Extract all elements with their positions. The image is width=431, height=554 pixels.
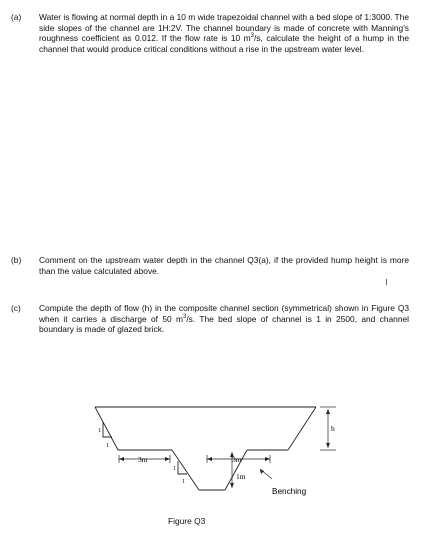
arrowhead xyxy=(207,457,212,461)
question-b-label: (b) xyxy=(11,255,22,265)
question-a-text-after: /s, calculate the height of a hump in the channel that would produce critical conditions without a rise in the upstream water level. xyxy=(39,33,409,54)
right-outer-slope xyxy=(288,407,316,450)
text-cursor xyxy=(386,279,387,285)
h-label: h xyxy=(331,424,335,433)
question-c-label: (c) xyxy=(11,303,21,313)
arrowhead xyxy=(326,443,330,448)
arrowhead xyxy=(265,457,270,461)
figure-q3-diagram xyxy=(0,395,431,515)
center-width-label: 3m xyxy=(232,455,242,464)
left-slope-horizontal-label: 1 xyxy=(106,443,109,449)
depth-label: 1m xyxy=(236,472,246,481)
center-slope-vertical-label: 1 xyxy=(173,466,176,472)
left-width-label: 3m xyxy=(138,455,148,464)
arrowhead xyxy=(165,457,170,461)
arrowhead xyxy=(230,483,234,488)
question-c-superscript: 3 xyxy=(182,313,187,320)
question-b-text: Comment on the upstream water depth in the channel Q3(a), if the provided hump height is more than the value calculated above. xyxy=(39,255,409,276)
arrowhead xyxy=(260,469,264,474)
benching-label: Benching xyxy=(272,487,307,496)
arrowhead xyxy=(119,457,124,461)
arrowhead xyxy=(326,409,330,414)
center-slope-horizontal-label: 1 xyxy=(182,479,185,485)
figure-caption: Figure Q3 xyxy=(168,516,206,526)
question-a-text-before: Water is flowing at normal depth in a 10 m wide trapezoidal channel with a bed slope of 1:3000. The side slopes of the channel are 1H:2V. The channel boundary is made of concrete with Manning's roughness coefficient as 0.012. If the flow rate is 10 m xyxy=(39,12,409,44)
question-c-text-after: /s. The bed slope of channel is 1 in 2500, and channel boundary is made of glazed brick. xyxy=(39,313,410,335)
question-a-superscript: 3 xyxy=(250,33,254,40)
question-a-text xyxy=(39,12,409,54)
center-slope-triangle xyxy=(178,461,187,474)
left-slope-vertical-label: 1 xyxy=(98,428,101,434)
center-left-slope xyxy=(172,450,199,490)
question-c-text-before: Compute the depth of flow (h) in the composite channel section (symmetrical) shown in Figure Q3 when it carries a discharge of 50 m xyxy=(39,303,409,324)
question-c-text xyxy=(39,303,409,335)
question-a-label: (a) xyxy=(11,12,22,22)
